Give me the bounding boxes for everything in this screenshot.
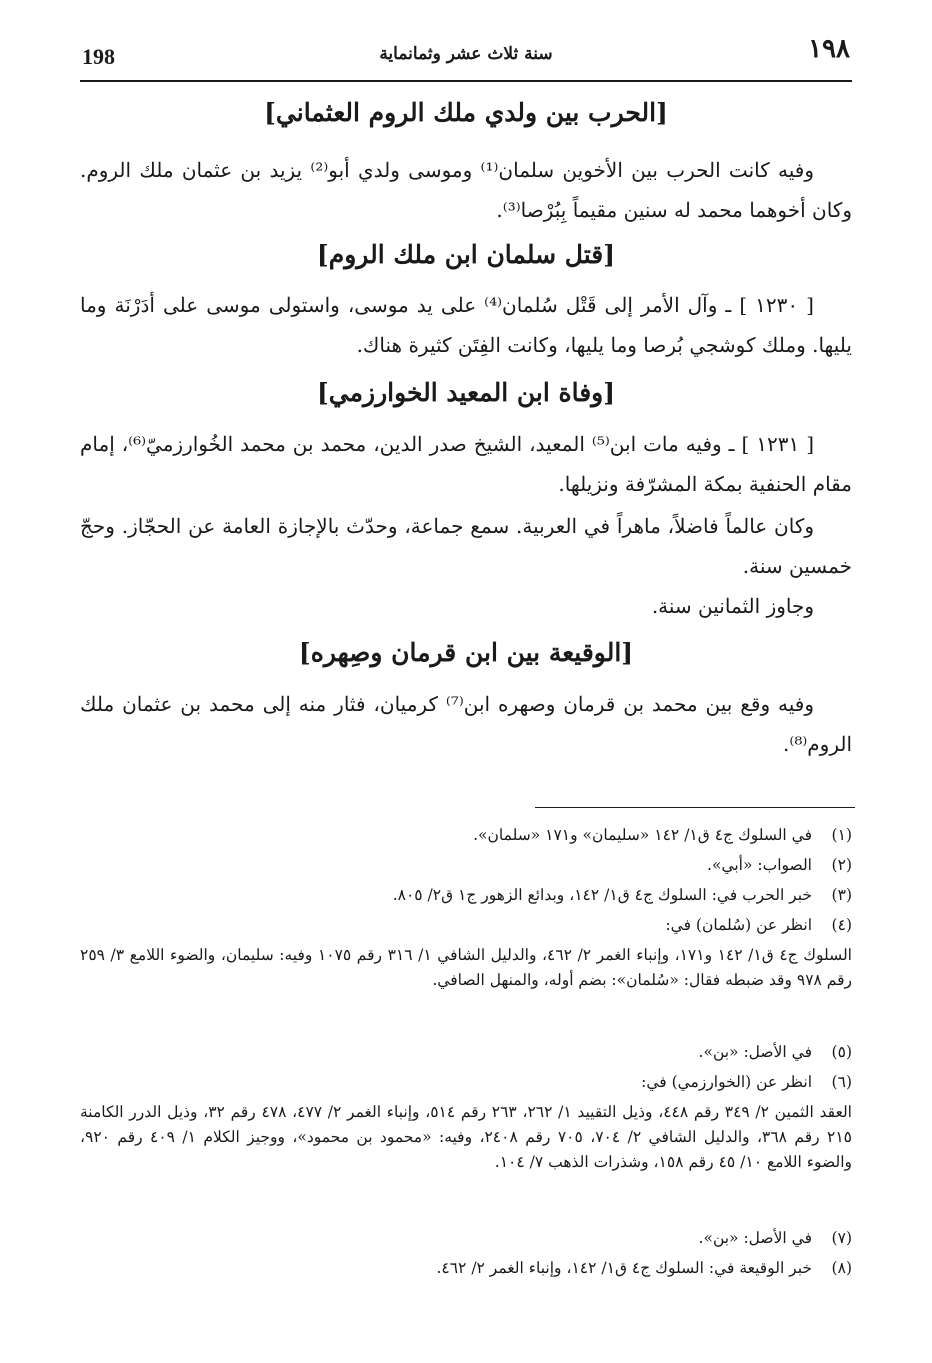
footnote-number: (٨) (831, 1259, 852, 1277)
footnote (80, 823, 852, 848)
paragraph: وفيه كانت الحرب بين الأخوين سلمان⁽¹⁾ وموسى ولدي أبو⁽²⁾ يزيد بن عثمان ملك الروم. وكان أخوهما محمد له سنين مقيماً بِبُرْصا⁽³⁾. (80, 158, 852, 222)
footnote (80, 883, 852, 908)
footnote-number: (٦) (831, 1073, 852, 1091)
footnote-text: الصواب: «أبي». (707, 856, 812, 874)
footnote-number: (١) (831, 826, 852, 844)
running-title: سنة ثلاث عشر وثمانماية (379, 44, 553, 64)
footnote (80, 1226, 852, 1251)
footnote (80, 913, 852, 938)
footnote-rule (535, 807, 855, 808)
footnote (80, 853, 852, 878)
paragraph: [ ١٢٣١ ] ـ وفيه مات ابن⁽⁵⁾ المعيد، الشيخ صدر الدين، محمد بن محمد الخُوارزميّ⁽⁶⁾، إمام مقام الحنفية بمكة المشرّفة ونزيلها. (80, 432, 852, 496)
header-rule (80, 80, 852, 82)
footnote-number: (٤) (831, 916, 852, 934)
footnote-number: (٥) (831, 1043, 852, 1061)
footnote-text: في الأصل: «بن». (698, 1229, 812, 1247)
footnote-text: في الأصل: «بن». (698, 1043, 812, 1061)
section-heading-killing: [قتل سلمان ابن ملك الروم] (316, 240, 616, 269)
footnote-continuation: السلوك ج٤ ق١/ ١٤٢ و١٧١، وإنباء الغمر ٢/ ٤٦٢، والدليل الشافي ١/ ٣١٦ رقم ١٠٧٥ وفيه: سليمان، والضوء اللامع ٣/ ٢٥٩ رقم ٩٧٨ وقد ضبطه فقال: «سُلمان»: بضم أوله، والمنهل الصافي. (80, 946, 852, 989)
section-heading-war: [الحرب بين ولدي ملك الروم العثماني] (264, 98, 668, 127)
page-number-arabic: ١٩٨ (808, 34, 850, 64)
section-heading-clash: [الوقيعة بين ابن قرمان وصِهره] (298, 638, 634, 667)
paragraph: وفيه وقع بين محمد بن قرمان وصهره ابن⁽⁷⁾ كرميان، فثار منه إلى محمد بن عثمان ملك الروم⁽⁸⁾. (80, 692, 852, 756)
footnote (80, 1256, 852, 1281)
section-heading-death: [وفاة ابن المعيد الخوارزمي] (316, 378, 616, 407)
paragraph: وكان عالماً فاضلاً، ماهراً في العربية. سمع جماعة، وحدّث بالإجازة العامة عن الحجّاز. وحجّ خمسين سنة. (80, 514, 852, 578)
paragraph: وجاوز الثمانين سنة. (651, 594, 814, 618)
footnote-text: في السلوك ج٤ ق١/ ١٤٢ «سليمان» و١٧١ «سلمان». (473, 826, 812, 844)
footnote-continuation: العقد الثمين ٢/ ٣٤٩ رقم ٤٤٨، وذيل التقييد ١/ ٢٦٢، ٢٦٣ رقم ٥١٤، وإنباء الغمر ٢/ ٤٧٧، ٤٧٨ رقم ٣٢، وذيل الدرر الكامنة ٢١٥ رقم ٣٦٨، والدليل الشافي ٢/ ٧٠٤، ٧٠٥ رقم ٢٤٠٨، وفيه: «محمود بن محمود»، ووجيز الكلام ١/ ٤٠٩ رقم ٩٢٠، والضوء اللامع ١٠/ ٤٥ رقم ١٥٨، وشذرات الذهب ٧/ ١٠٤. (80, 1103, 853, 1171)
footnote (80, 1040, 852, 1065)
footnote-text: انظر عن (سُلمان) في: (665, 916, 812, 934)
footnote-text: خبر الوقيعة في: السلوك ج٤ ق١/ ١٤٢، وإنباء الغمر ٢/ ٤٦٢. (436, 1259, 812, 1277)
footnote-text: خبر الحرب في: السلوك ج٤ ق١/ ١٤٢، وبدائع الزهور ج١ ق٢/ ٨٠٥. (392, 886, 812, 904)
footnote-number: (٢) (831, 856, 852, 874)
footnote-number: (٣) (831, 886, 852, 904)
footnote-text: انظر عن (الخوارزمي) في: (641, 1073, 812, 1091)
paragraph: [ ١٢٣٠ ] ـ وآل الأمر إلى قَتْل سُلمان⁽⁴⁾ على يد موسى، واستولى موسى على أدَرْنَة وما يليها. وملك كوشجي بُرصا وما يليها، وكانت الفِتَن كثيرة هناك. (80, 293, 852, 357)
page-number-latin: 198 (82, 44, 115, 69)
footnote (80, 1070, 852, 1095)
footnote-number: (٧) (831, 1229, 852, 1247)
